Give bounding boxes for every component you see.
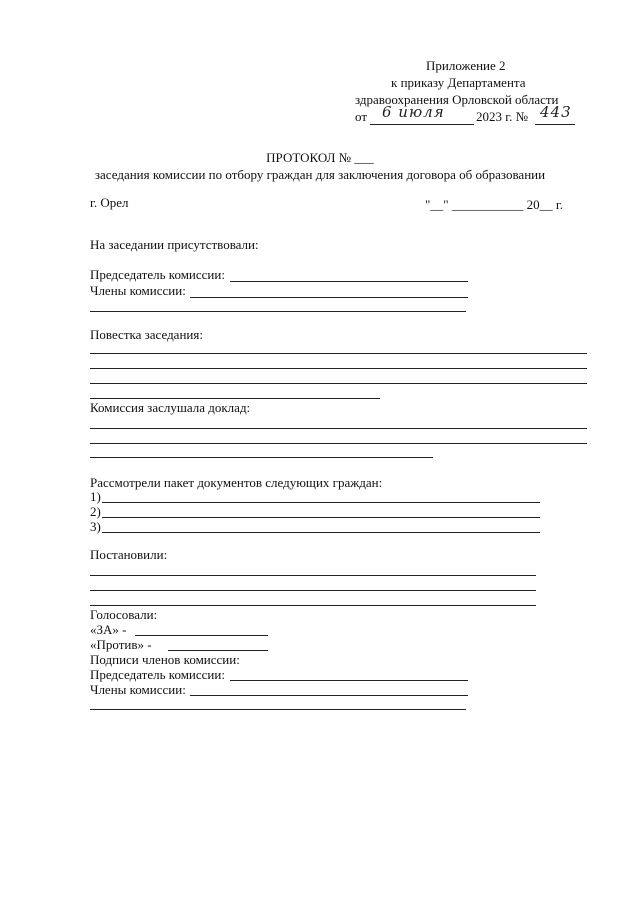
city-label: г. Орел: [90, 195, 129, 210]
report-line-3: [90, 457, 433, 458]
agenda-line-1: [90, 353, 587, 354]
vote-for-line: [135, 635, 268, 636]
signature-members-label: Члены комиссии:: [90, 682, 186, 697]
decided-line-3: [90, 605, 536, 606]
agenda-line-2: [90, 368, 587, 369]
signature-members-line-2: [90, 709, 466, 710]
members-field-line-2: [90, 311, 466, 312]
report-line-1: [90, 428, 587, 429]
agenda-label: Повестка заседания:: [90, 327, 203, 342]
present-label: На заседании присутствовали:: [90, 237, 259, 252]
document-item-2-label: 2): [90, 504, 101, 519]
agenda-line-3: [90, 383, 587, 384]
number-underline: [535, 124, 575, 125]
year-and-number-label: 2023 г. №: [476, 109, 529, 124]
document-item-3-line: [102, 532, 540, 533]
protocol-subtitle: заседания комиссии по отбору граждан для заключения договора об образовании: [94, 167, 546, 182]
decided-line-1: [90, 575, 536, 576]
vote-against-label: «Против» -: [90, 637, 152, 652]
signature-chairman-label: Председатель комиссии:: [90, 667, 225, 682]
vote-against-line: [168, 650, 268, 651]
protocol-title: ПРОТОКОЛ № ___: [266, 150, 374, 165]
members-field-line: [190, 297, 468, 298]
agenda-line-4: [90, 398, 380, 399]
appendix-label: Приложение 2: [426, 58, 506, 73]
decided-line-2: [90, 590, 536, 591]
report-label: Комиссия заслушала доклад:: [90, 400, 251, 415]
chairman-label: Председатель комиссии:: [90, 267, 225, 282]
date-underline: [370, 124, 474, 125]
document-item-1-label: 1): [90, 489, 101, 504]
signature-members-line: [190, 695, 468, 696]
date-prefix: от: [355, 109, 368, 124]
vote-for-label: «ЗА» -: [90, 622, 127, 637]
handwritten-date: 6 июля: [382, 103, 445, 121]
report-line-2: [90, 443, 587, 444]
handwritten-number: 443: [540, 103, 572, 121]
voted-label: Голосовали:: [90, 607, 158, 622]
document-item-3-label: 3): [90, 519, 101, 534]
department-line: здравоохранения Орловской области: [355, 92, 559, 107]
documents-label: Рассмотрели пакет документов следующих граждан:: [90, 475, 383, 490]
signatures-label: Подписи членов комиссии:: [90, 652, 240, 667]
document-item-2-line: [102, 517, 540, 518]
signature-chairman-line: [230, 680, 468, 681]
members-label: Члены комиссии:: [90, 283, 186, 298]
order-line: к приказу Департамента: [391, 75, 526, 90]
decided-label: Постановили:: [90, 547, 168, 562]
document-item-1-line: [102, 502, 540, 503]
chairman-field-line: [230, 281, 468, 282]
date-template: "__" ___________ 20__ г.: [425, 197, 563, 212]
